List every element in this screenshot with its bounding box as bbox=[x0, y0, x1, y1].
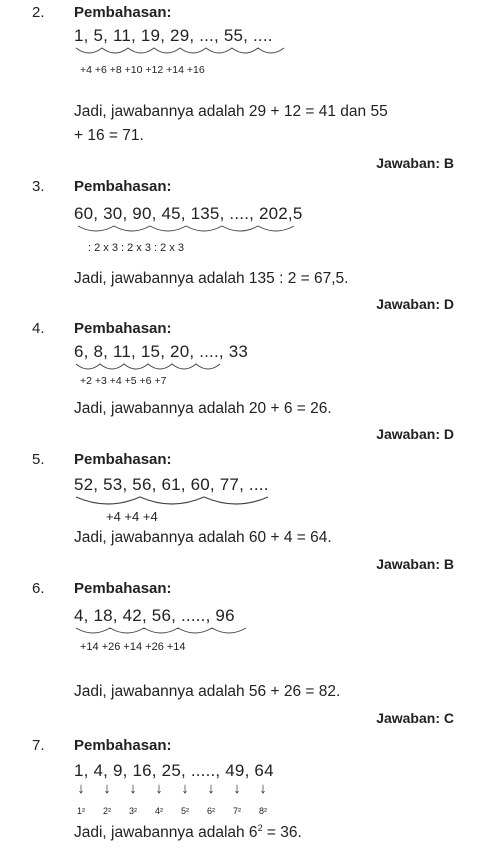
item-heading: Pembahasan: bbox=[74, 737, 172, 754]
brace-marks bbox=[78, 224, 298, 238]
operations: +2 +3 +4 +5 +6 +7 bbox=[80, 375, 167, 387]
power-label: 7² bbox=[232, 806, 241, 816]
down-arrow-icon: ↓ bbox=[207, 780, 215, 797]
sequence: 6, 8, 11, 15, 20, ...., 33 bbox=[74, 342, 249, 361]
sequence: 1, 4, 9, 16, 25, ....., 49, 64 bbox=[74, 761, 274, 780]
item-number: 3. bbox=[32, 178, 45, 195]
brace-marks bbox=[76, 46, 286, 60]
down-arrow-icon: ↓ bbox=[103, 780, 111, 797]
explanation-line1: Jadi, jawabannya adalah 29 + 12 = 41 dan 55 bbox=[74, 103, 388, 120]
power-label: 5² bbox=[180, 806, 189, 816]
item-heading: Pembahasan: bbox=[74, 178, 172, 195]
explanation-line2: + 16 = 71. bbox=[74, 127, 144, 144]
operations: +4 +4 +4 bbox=[106, 509, 158, 524]
operations: +4 +6 +8 +10 +12 +14 +16 bbox=[80, 64, 205, 76]
operations: : 2 x 3 : 2 x 3 : 2 x 3 bbox=[88, 242, 184, 254]
explanation-line1: Jadi, jawabannya adalah 56 + 26 = 82. bbox=[74, 683, 341, 700]
answer: Jawaban: D bbox=[376, 426, 454, 442]
down-arrow-icon: ↓ bbox=[155, 780, 163, 797]
item-heading: Pembahasan: bbox=[74, 320, 172, 337]
item-heading: Pembahasan: bbox=[74, 580, 172, 597]
brace-marks bbox=[76, 626, 256, 640]
operations: +14 +26 +14 +26 +14 bbox=[80, 641, 186, 653]
down-arrow-icon: ↓ bbox=[259, 780, 267, 797]
down-arrow-icon: ↓ bbox=[77, 780, 85, 797]
explanation-line1: Jadi, jawabannya adalah 135 : 2 = 67,5. bbox=[74, 270, 349, 287]
arrow-row bbox=[68, 780, 276, 798]
down-arrow-icon: ↓ bbox=[233, 780, 241, 797]
exponent: 2 bbox=[257, 823, 263, 833]
item-number: 6. bbox=[32, 580, 45, 597]
down-arrow-icon: ↓ bbox=[181, 780, 189, 797]
explanation-line1 bbox=[74, 823, 302, 842]
item-heading: Pembahasan: bbox=[74, 4, 172, 21]
power-label: 4² bbox=[154, 806, 163, 816]
power-label: 2² bbox=[102, 806, 111, 816]
item-number: 2. bbox=[32, 4, 45, 21]
power-label: 6² bbox=[206, 806, 215, 816]
explanation-line1: Jadi, jawabannya adalah 60 + 4 = 64. bbox=[74, 529, 332, 546]
item-number: 5. bbox=[32, 451, 45, 468]
explanation-text: Jadi, jawabannya adalah 6 bbox=[74, 824, 258, 842]
item-heading: Pembahasan: bbox=[74, 451, 172, 468]
answer: Jawaban: D bbox=[376, 296, 454, 312]
power-label: 3² bbox=[128, 806, 137, 816]
sequence: 60, 30, 90, 45, 135, ...., 202,5 bbox=[74, 204, 303, 223]
answer: Jawaban: B bbox=[376, 155, 454, 171]
explanation-result: = 36. bbox=[262, 824, 302, 842]
brace-marks bbox=[76, 362, 236, 376]
sequence: 1, 5, 11, 19, 29, ..., 55, .... bbox=[74, 26, 273, 45]
answer: Jawaban: B bbox=[376, 556, 454, 572]
down-arrow-icon: ↓ bbox=[129, 780, 137, 797]
sequence: 4, 18, 42, 56, ....., 96 bbox=[74, 606, 235, 625]
powers-row bbox=[68, 801, 276, 819]
answer: Jawaban: C bbox=[376, 710, 454, 726]
power-label: 8² bbox=[258, 806, 267, 816]
item-number: 7. bbox=[32, 737, 45, 754]
item-number: 4. bbox=[32, 320, 45, 337]
sequence: 52, 53, 56, 61, 60, 77, .... bbox=[74, 475, 269, 494]
power-label: 1² bbox=[76, 806, 85, 816]
explanation-line1: Jadi, jawabannya adalah 20 + 6 = 26. bbox=[74, 400, 332, 417]
